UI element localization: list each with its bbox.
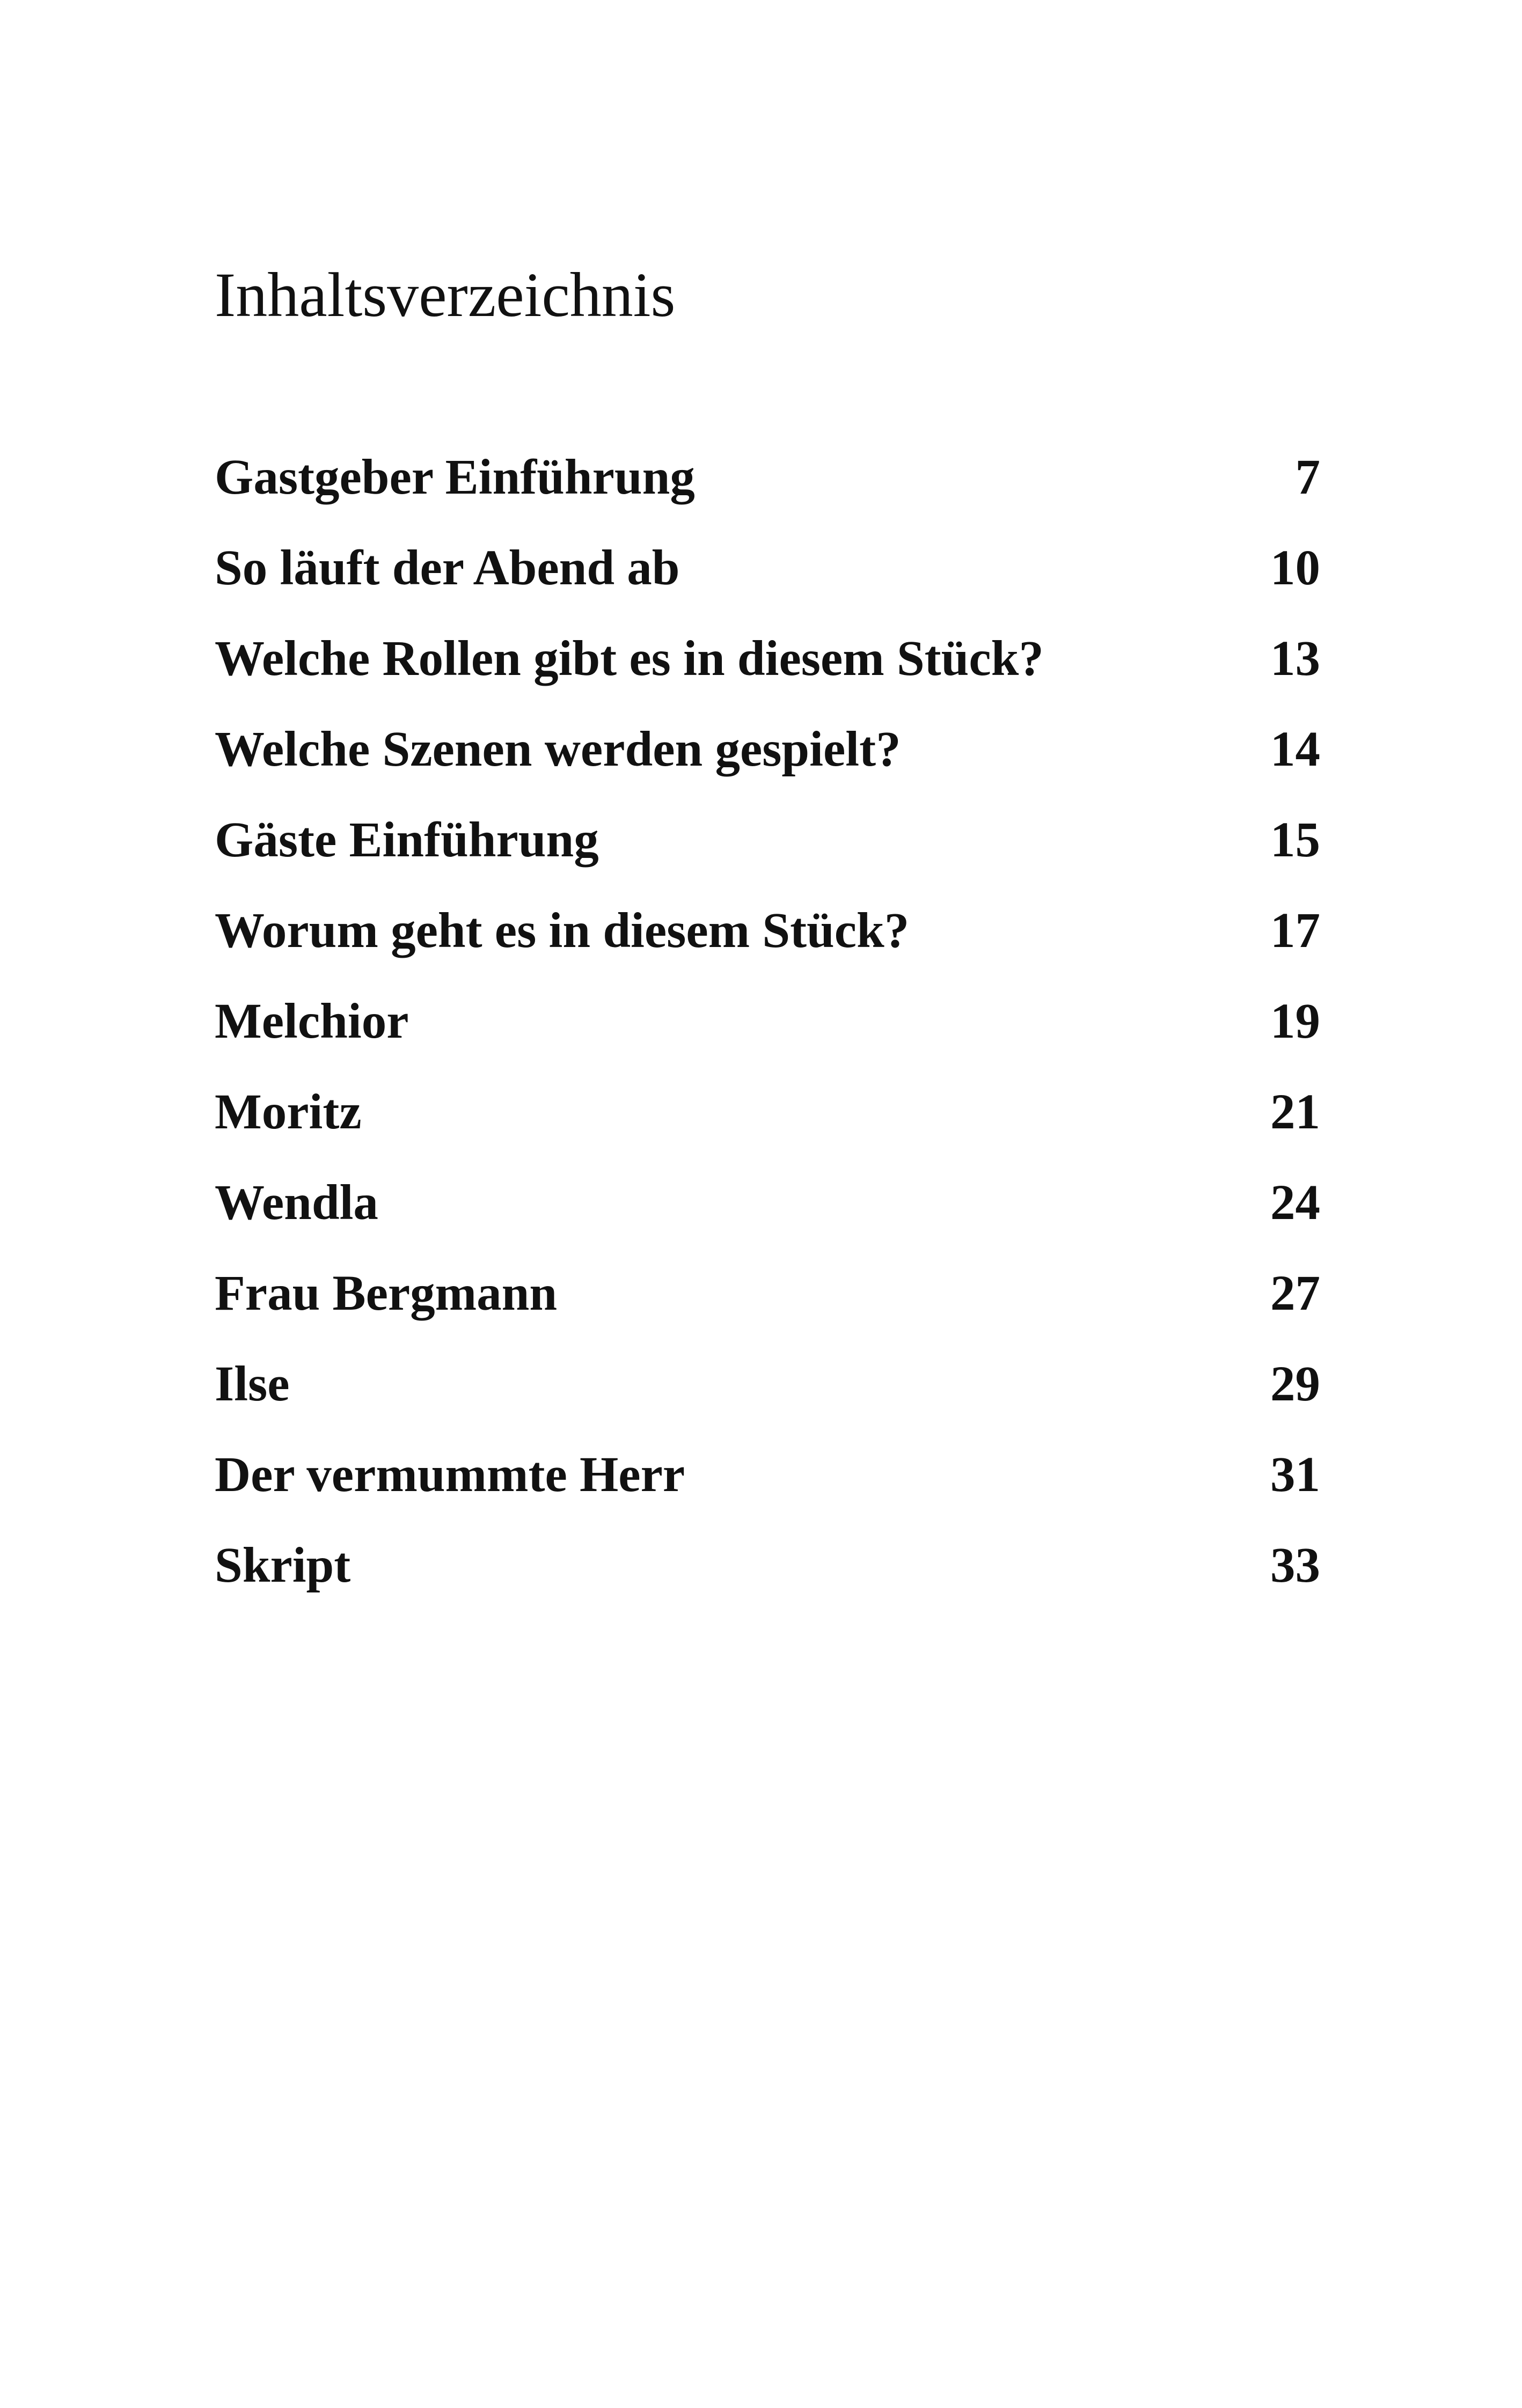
toc-entry-page-number: 29 xyxy=(1270,1356,1320,1412)
toc-entry[interactable] xyxy=(215,533,1320,624)
toc-entry[interactable] xyxy=(215,624,1320,715)
toc-entry[interactable] xyxy=(215,1349,1320,1440)
toc-entry-page-number: 7 xyxy=(1295,450,1320,505)
toc-entry[interactable] xyxy=(215,443,1320,533)
toc-entry[interactable] xyxy=(215,1259,1320,1349)
toc-entry-page-number: 13 xyxy=(1270,631,1320,686)
toc-entry[interactable] xyxy=(215,1440,1320,1531)
toc-entry[interactable] xyxy=(215,715,1320,805)
toc-entry-label: Worum geht es in diesem Stück? xyxy=(215,903,910,958)
toc-entry-page-number: 17 xyxy=(1270,903,1320,958)
toc-entry-label: Frau Bergmann xyxy=(215,1266,558,1321)
toc-entry[interactable] xyxy=(215,1168,1320,1259)
toc-entry-page-number: 10 xyxy=(1270,540,1320,596)
toc-entry[interactable] xyxy=(215,896,1320,987)
toc-entry-page-number: 33 xyxy=(1270,1538,1320,1593)
toc-entry-label: Welche Szenen werden gespielt? xyxy=(215,722,901,777)
toc-entry-page-number: 24 xyxy=(1270,1175,1320,1230)
toc-entry-page-number: 14 xyxy=(1270,722,1320,777)
toc-entry-label: Melchior xyxy=(215,994,409,1049)
toc-entry[interactable] xyxy=(215,805,1320,896)
toc-entry[interactable] xyxy=(215,987,1320,1077)
table-of-contents xyxy=(215,443,1320,1621)
toc-entry[interactable] xyxy=(215,1077,1320,1168)
toc-entry-label: Skript xyxy=(215,1538,351,1593)
toc-entry-page-number: 21 xyxy=(1270,1084,1320,1140)
toc-entry-label: So läuft der Abend ab xyxy=(215,540,680,596)
toc-entry-page-number: 31 xyxy=(1270,1447,1320,1502)
toc-entry-label: Gastgeber Einführung xyxy=(215,450,695,505)
toc-entry-page-number: 27 xyxy=(1270,1266,1320,1321)
toc-entry-label: Wendla xyxy=(215,1175,378,1230)
toc-entry-label: Der vermummte Herr xyxy=(215,1447,685,1502)
page-title: Inhaltsverzeichnis xyxy=(215,260,676,330)
toc-entry-label: Welche Rollen gibt es in diesem Stück? xyxy=(215,631,1044,686)
toc-entry[interactable] xyxy=(215,1531,1320,1621)
toc-entry-label: Moritz xyxy=(215,1084,362,1140)
toc-entry-page-number: 19 xyxy=(1270,994,1320,1049)
toc-entry-page-number: 15 xyxy=(1270,812,1320,868)
toc-entry-label: Gäste Einführung xyxy=(215,812,599,868)
toc-entry-label: Ilse xyxy=(215,1356,290,1412)
